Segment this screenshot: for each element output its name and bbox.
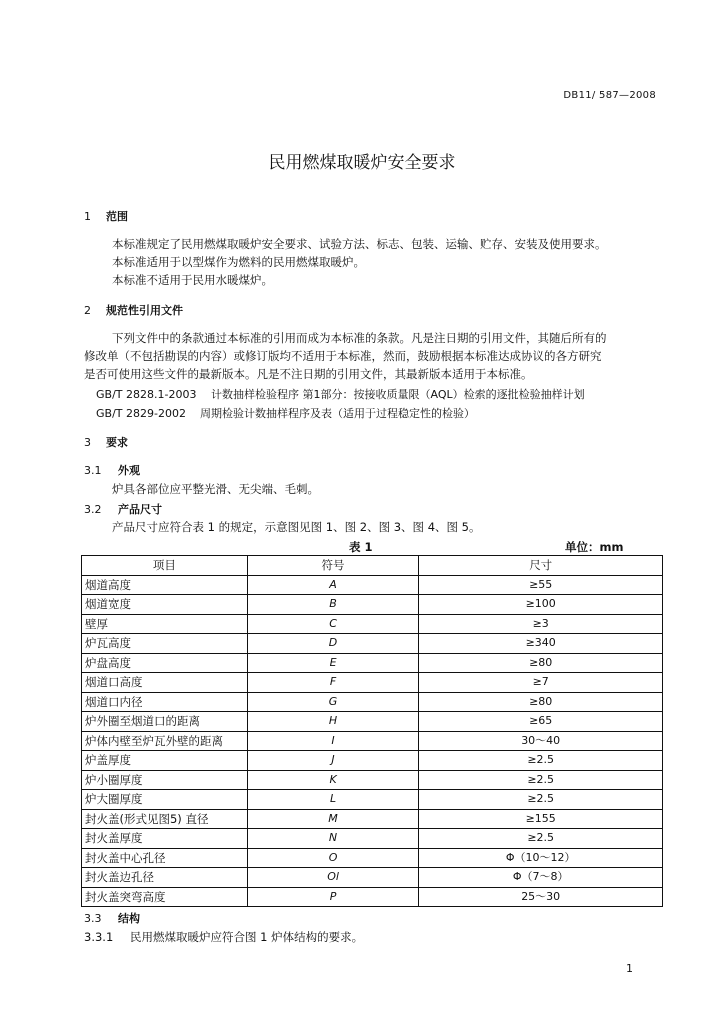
table-row xyxy=(82,634,663,654)
dimension-cell: ≥2.5 xyxy=(419,790,663,810)
column-header-item: 项目 xyxy=(82,556,248,576)
table-row xyxy=(82,790,663,810)
table-header-row xyxy=(82,556,663,576)
paragraph: 本标准规定了民用燃煤取暖炉安全要求、试验方法、标志、包装、运输、贮存、安装及使用要求。 xyxy=(112,237,607,251)
item-cell: 封火盖(形式见图5) 直径 xyxy=(82,809,248,829)
dimension-cell: ≥340 xyxy=(419,634,663,654)
table-row xyxy=(82,868,663,888)
item-cell: 炉小圈厚度 xyxy=(82,770,248,790)
reference-code: GB/T 2829-2002 xyxy=(96,407,186,420)
symbol-cell: O xyxy=(247,848,419,868)
dimension-cell: 25～30 xyxy=(419,887,663,907)
section-3-heading xyxy=(84,434,128,450)
item-cell: 烟道口内径 xyxy=(82,692,248,712)
dimension-cell: ≥2.5 xyxy=(419,751,663,771)
paragraph: 产品尺寸应符合表 1 的规定，示意图见图 1、图 2、图 3、图 4、图 5。 xyxy=(112,520,481,534)
section-title: 规范性引用文件 xyxy=(106,304,183,317)
table-row xyxy=(82,712,663,732)
section-title: 范围 xyxy=(106,210,128,223)
dimension-cell: ≥65 xyxy=(419,712,663,732)
dimension-cell: ≥80 xyxy=(419,692,663,712)
item-cell: 炉外圈至烟道口的距离 xyxy=(82,712,248,732)
table-row xyxy=(82,809,663,829)
dimension-cell: ≥55 xyxy=(419,575,663,595)
paragraph: 炉具各部位应平整光滑、无尖端、毛刺。 xyxy=(112,482,319,496)
item-cell: 壁厚 xyxy=(82,614,248,634)
symbol-cell: Ol xyxy=(247,868,419,888)
subsection-3-3-heading xyxy=(84,910,140,926)
symbol-cell: B xyxy=(247,595,419,615)
paragraph: 是否可使用这些文件的最新版本。凡是不注日期的引用文件，其最新版本适用于本标准。 xyxy=(84,367,533,381)
column-header-dimension: 尺寸 xyxy=(419,556,663,576)
dimension-cell: 30～40 xyxy=(419,731,663,751)
table-row xyxy=(82,829,663,849)
item-cell: 封火盖中心孔径 xyxy=(82,848,248,868)
symbol-cell: P xyxy=(247,887,419,907)
dimension-cell: ≥7 xyxy=(419,673,663,693)
table-row xyxy=(82,692,663,712)
table-row xyxy=(82,653,663,673)
item-cell: 炉盖厚度 xyxy=(82,751,248,771)
table-row xyxy=(82,848,663,868)
table-row xyxy=(82,751,663,771)
item-cell: 烟道高度 xyxy=(82,575,248,595)
symbol-cell: G xyxy=(247,692,419,712)
symbol-cell: N xyxy=(247,829,419,849)
table-unit: 单位：mm xyxy=(565,540,624,554)
dimension-cell: ≥3 xyxy=(419,614,663,634)
clause-text: 民用燃煤取暖炉应符合图 1 炉体结构的要求。 xyxy=(130,930,364,944)
item-cell: 炉体内壁至炉瓦外壁的距离 xyxy=(82,731,248,751)
symbol-cell: C xyxy=(247,614,419,634)
page-number: 1 xyxy=(626,962,633,975)
item-cell: 烟道口高度 xyxy=(82,673,248,693)
symbol-cell: J xyxy=(247,751,419,771)
table-row xyxy=(82,595,663,615)
subsection-number: 3.3 xyxy=(84,912,102,925)
subsection-number: 3.2 xyxy=(84,503,102,516)
section-number: 3 xyxy=(84,436,91,449)
item-cell: 封火盖厚度 xyxy=(82,829,248,849)
table-row xyxy=(82,614,663,634)
subsection-title: 外观 xyxy=(118,464,140,477)
subsection-3-1-heading xyxy=(84,462,140,478)
dimension-cell: Φ（7～8） xyxy=(419,868,663,888)
symbol-cell: E xyxy=(247,653,419,673)
table-row xyxy=(82,575,663,595)
subsection-title: 产品尺寸 xyxy=(118,503,162,516)
table-row xyxy=(82,673,663,693)
item-cell: 烟道宽度 xyxy=(82,595,248,615)
dimension-cell: ≥80 xyxy=(419,653,663,673)
symbol-cell: L xyxy=(247,790,419,810)
subsection-title: 结构 xyxy=(118,912,140,925)
dimension-cell: Φ（10～12） xyxy=(419,848,663,868)
dimension-cell: ≥100 xyxy=(419,595,663,615)
reference-title: 计数抽样检验程序 第1部分：按接收质量限（AQL）检索的逐批检验抽样计划 xyxy=(211,388,585,401)
table-row xyxy=(82,770,663,790)
item-cell: 封火盖边孔径 xyxy=(82,868,248,888)
dimension-cell: ≥2.5 xyxy=(419,770,663,790)
standard-code: DB11/ 587—2008 xyxy=(563,90,656,101)
normative-reference xyxy=(96,405,475,421)
item-cell: 炉瓦高度 xyxy=(82,634,248,654)
table-row xyxy=(82,887,663,907)
table-caption: 表 1 xyxy=(349,540,373,554)
subsection-3-2-heading xyxy=(84,501,162,517)
paragraph: 本标准不适用于民用水暖煤炉。 xyxy=(112,273,273,287)
symbol-cell: A xyxy=(247,575,419,595)
section-number: 2 xyxy=(84,304,91,317)
clause-number: 3.3.1 xyxy=(84,930,114,944)
normative-reference xyxy=(96,386,585,402)
symbol-cell: H xyxy=(247,712,419,732)
dimension-cell: ≥2.5 xyxy=(419,829,663,849)
symbol-cell: D xyxy=(247,634,419,654)
symbol-cell: F xyxy=(247,673,419,693)
symbol-cell: I xyxy=(247,731,419,751)
column-header-symbol: 符号 xyxy=(247,556,419,576)
section-number: 1 xyxy=(84,210,91,223)
paragraph: 修改单（不包括勘误的内容）或修订版均不适用于本标准，然而，鼓励根据本标准达成协议的各方研究 xyxy=(84,349,602,363)
table-row xyxy=(82,731,663,751)
paragraph: 下列文件中的条款通过本标准的引用而成为本标准的条款。凡是注日期的引用文件，其随后所有的 xyxy=(112,331,607,345)
item-cell: 炉盘高度 xyxy=(82,653,248,673)
reference-code: GB/T 2828.1-2003 xyxy=(96,388,197,401)
item-cell: 封火盖突弯高度 xyxy=(82,887,248,907)
document-title: 民用燃煤取暖炉安全要求 xyxy=(268,153,456,173)
section-1-heading xyxy=(84,208,128,224)
subsection-number: 3.1 xyxy=(84,464,102,477)
symbol-cell: M xyxy=(247,809,419,829)
section-2-heading xyxy=(84,302,183,318)
section-title: 要求 xyxy=(106,436,128,449)
reference-title: 周期检验计数抽样程序及表（适用于过程稳定性的检验） xyxy=(200,407,475,420)
item-cell: 炉大圈厚度 xyxy=(82,790,248,810)
dimension-table xyxy=(81,555,663,907)
dimension-cell: ≥155 xyxy=(419,809,663,829)
paragraph: 本标准适用于以型煤作为燃料的民用燃煤取暖炉。 xyxy=(112,255,365,269)
clause-3-3-1 xyxy=(84,929,363,945)
symbol-cell: K xyxy=(247,770,419,790)
